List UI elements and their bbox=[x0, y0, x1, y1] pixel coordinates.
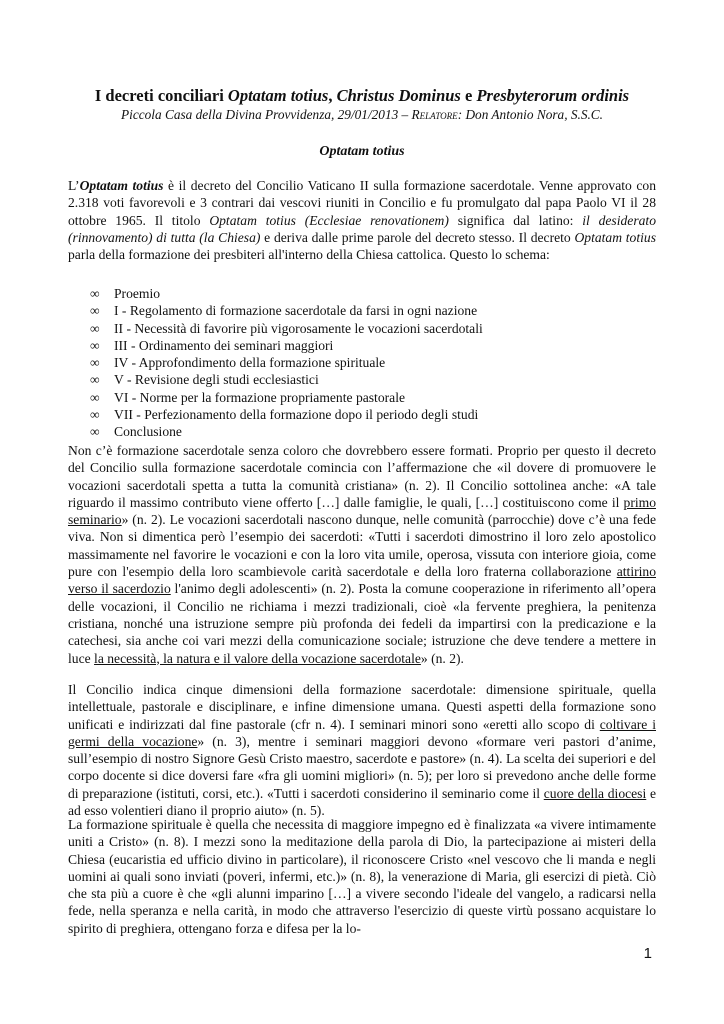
infinity-bullet-icon: ∞ bbox=[90, 355, 100, 371]
section-heading: Optatam totius bbox=[319, 144, 405, 159]
text-run: e ad esso volentieri diano il proprio aiuto» (n. 5). bbox=[68, 785, 657, 819]
list-item-label: Proemio bbox=[114, 286, 161, 301]
list-item bbox=[90, 302, 483, 319]
infinity-bullet-icon: ∞ bbox=[90, 389, 100, 405]
infinity-bullet-icon: ∞ bbox=[90, 407, 100, 423]
page-number: 1 bbox=[643, 945, 652, 962]
list-item-label: I - Regolamento di formazione sacerdotale da farsi in ogni nazione bbox=[114, 303, 478, 319]
text-run: e deriva dalle prime parole del decreto stesso. Il decreto bbox=[260, 229, 575, 245]
infinity-bullet-icon: ∞ bbox=[90, 303, 100, 319]
paragraph-spiritual-formation bbox=[68, 816, 656, 937]
title-italic-optatam: Optatam totius bbox=[227, 86, 329, 105]
infinity-bullet-icon: ∞ bbox=[90, 320, 100, 336]
list-item bbox=[90, 371, 483, 388]
text-run: » (n. 3), mentre i seminari maggiori devono «formare veri pastori d’anime, sull’esempio di nostro Signore Gesù Cristo maestro, sacerdote e pastore» (n. 4). La scelta dei superiori e del corpo docente si dice doversi fare «fra gli uomini migliori» (n. 5); per loro si prevedono anche delle forme di preparazione (istituti, corsi, etc.). «Tutti i sacerdoti considerino il seminario come il bbox=[68, 733, 656, 801]
list-item bbox=[90, 285, 483, 302]
list-item-label: Conclusione bbox=[114, 424, 182, 440]
list-item-label: VII - Perfezionamento della formazione dopo il periodo degli studi bbox=[114, 407, 479, 423]
list-item bbox=[90, 337, 483, 354]
text-run: L’ bbox=[68, 178, 80, 193]
text-run: Non c’è formazione sacerdotale senza coloro che dovrebbero essere formati. Proprio per questo il decreto del Concilio sulla formazione sacerdotale comincia con l’affermazione che «il dovere di promuovere le vocazioni sacerdotali spetta a tutta la comunità cristiana» (n. 2). Il Concilio sottolinea anche: «A tale riguardo il massimo contributo viene offerto […] dalle famiglie, le quali, […] costituiscono come il bbox=[68, 443, 656, 510]
list-item bbox=[90, 423, 483, 440]
paragraph-vocations bbox=[68, 442, 656, 667]
subtitle-place-date: Piccola Casa della Divina Provvidenza, 29/01/2013 – bbox=[121, 107, 412, 122]
italic-term: Optatam totius (Ecclesiae renovationem) bbox=[209, 212, 449, 228]
list-item bbox=[90, 406, 483, 423]
underlined-phrase: coltivare i germi della vocazione bbox=[68, 716, 656, 749]
list-item bbox=[90, 389, 483, 406]
schema-list bbox=[90, 285, 483, 441]
text-run: Il Concilio indica cinque dimensioni della formazione sacerdotale: dimensione spirituale, quella intellettuale, pastorale e disciplinare, e infine dimensione umana. Questi aspetti della formazione sono unificati e indirizzati dal fine pastorale (cfr n. 4). I seminari minori sono «eretti allo scopo di bbox=[68, 682, 656, 732]
list-item-label: II - Necessità di favorire più vigorosamente le vocazioni sacerdotali bbox=[114, 320, 483, 336]
subtitle-speaker: : Don Antonio Nora, S.S.C. bbox=[457, 107, 603, 122]
infinity-bullet-icon: ∞ bbox=[90, 372, 100, 388]
title-text: I decreti conciliari bbox=[94, 86, 228, 105]
italic-term: il desiderato (rinnovamento) di tutta (la Chiesa) bbox=[68, 212, 656, 245]
title-text: , bbox=[328, 86, 337, 105]
list-item-label: V - Revisione degli studi ecclesiastici bbox=[114, 372, 319, 388]
subtitle-relatore-label: Relatore bbox=[411, 107, 458, 122]
underlined-phrase: cuore della diocesi bbox=[543, 785, 647, 801]
document-subtitle bbox=[0, 106, 724, 123]
underlined-phrase: attirino verso il sacerdozio bbox=[68, 564, 656, 597]
underlined-phrase: primo seminario bbox=[68, 494, 656, 528]
title-italic-presbyterorum: Presbyterorum ordinis bbox=[476, 86, 630, 105]
text-run: l'animo degli adolescenti» (n. 2). Posta la comune cooperazione in riferimento all’opera delle vocazioni, il Concilio ne richiama i mezzi tradizionali, cioè «la fervente preghiera, la penitenza cristiana, nonché una istruzione sempre più profonda dei fedeli da impartirsi con la predicazione e la catechesi, sia anche coi vari mezzi della comunicazione sociale; istruzione che deve tendere a mettere in luce bbox=[68, 581, 657, 666]
infinity-bullet-icon: ∞ bbox=[90, 337, 100, 353]
list-item-label: III - Ordinamento dei seminari maggiori bbox=[114, 337, 334, 353]
list-item bbox=[90, 320, 483, 337]
list-item-label: IV - Approfondimento della formazione spirituale bbox=[114, 355, 386, 371]
infinity-bullet-icon: ∞ bbox=[90, 286, 100, 301]
list-item bbox=[90, 354, 483, 371]
paragraph-intro bbox=[68, 177, 656, 263]
title-italic-christus: Christus Dominus bbox=[336, 86, 461, 105]
text-run: significa dal latino: bbox=[448, 212, 583, 228]
underlined-phrase: la necessità, la natura e il valore della vocazione sacerdotale bbox=[94, 650, 421, 666]
text-run: La formazione spirituale è quella che necessita di maggiore impegno ed è finalizzata «a vivere intimamente uniti a Cristo» (n. 8). I mezzi sono la meditazione della parola di Dio, la partecipazione ai misteri della Chiesa (eucaristia ed ufficio divino in particolare), il riconoscere Cristo «nel vescovo che li manda e negli uomini ai quali sono inviati (poveri, infermi, etc.)» (n. 8), la venerazione di Maria, gli esercizi di pietà. Ciò che sta più a cuore è che «gli alunni imparino […] a vivere secondo l'ideale del vangelo, a radicarsi nella fede, nella speranza e nella carità, in modo che attraverso l'esercizio di queste virtù possano acquistare lo spirito di preghiera, ottengano forza e difesa per la lo- bbox=[68, 817, 656, 936]
paragraph-dimensions bbox=[68, 681, 656, 819]
infinity-bullet-icon: ∞ bbox=[90, 424, 100, 440]
text-run: » (n. 2). Le vocazioni sacerdotali nascono dunque, nelle comunità (parrocchie) dove c’è una fede viva. Non si dimentica però l’esempio dei sacerdoti: «Tutti i sacerdoti dimostrino il loro zelo apostolico massimamente nel favorire le vocazioni e con la loro vita umile, operosa, vissuta con interiore gioia, come pure con l'esempio della loro scambievole carità sacerdotale e della loro fraterna collaborazione bbox=[68, 512, 656, 580]
text-run: parla della formazione dei presbiteri all'interno della Chiesa cattolica. Questo lo schema: bbox=[68, 247, 550, 263]
text-run: è il decreto del Concilio Vaticano II sulla formazione sacerdotale. Venne approvato con 2.318 voti favorevoli e 3 contrari dai vescovi riuniti in Concilio e fu promulgato dal papa Paolo VI il 28 ottobre 1965. Il titolo bbox=[68, 178, 656, 228]
title-text: e bbox=[460, 86, 477, 105]
text-run: » (n. 2). bbox=[420, 650, 464, 666]
document-title bbox=[0, 86, 724, 106]
bold-italic-term: Optatam totius bbox=[79, 178, 164, 193]
list-item-label: VI - Norme per la formazione propriamente pastorale bbox=[114, 389, 406, 405]
italic-term: Optatam totius bbox=[574, 229, 656, 245]
